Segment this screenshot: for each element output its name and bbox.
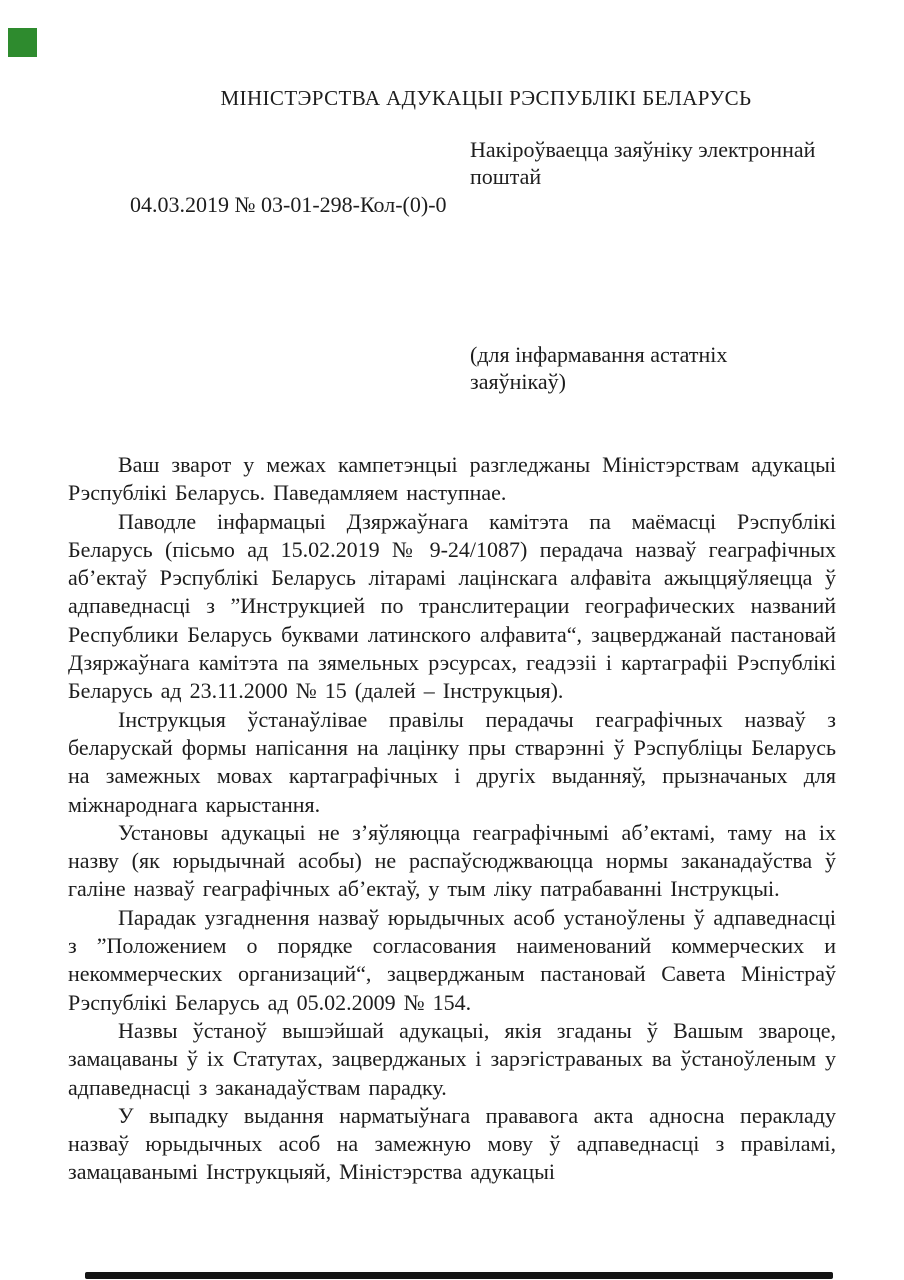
info-note-line1: (для інфармавання астатніх (470, 342, 728, 367)
corner-marker (8, 28, 37, 57)
body-paragraph-5: Парадак узгаднення назваў юрыдычных асоб устаноўлены ў адпаведнасці з ”Положением о порядке согласования наименований коммерческих и некоммерческих организаций“, зацверджаным пастановай Савета Міністраў Рэспублікі Беларусь ад 05.02.2009 № 154. (68, 904, 836, 1015)
delivery-note (470, 137, 860, 190)
delivery-note-line1: Накіроўваецца заяўніку электроннай (470, 137, 816, 162)
body-paragraph-1: Ваш зварот у межах кампетэнцыі разгледжаны Міністэрствам адукацыі Рэспублікі Беларусь. Паведамляем наступнае. (68, 452, 836, 506)
bottom-scan-bar (85, 1272, 833, 1279)
delivery-note-line2: поштай (470, 163, 542, 189)
info-note (470, 342, 790, 395)
body-paragraph-4: Установы адукацыі не з’яўляюцца геаграфічнымі аб’ектамі, таму на іх назву (як юрыдычнай асобы) не распаўсюджваюцца нормы заканадаўства ў галіне назваў геаграфічных аб’ектаў, у тым ліку патрабаванні Інструкцыі. (68, 819, 836, 902)
info-note-line2: заяўнікаў) (470, 368, 566, 394)
body-paragraph-7: У выпадку выдання нарматыўнага прававога акта адносна перакладу назваў юрыдычных асоб на замежную мову ў адпаведнасці з правіламі, замацаванымі Інструкцыяй, Міністэрства адукацыі (68, 1102, 836, 1185)
reference-number: 04.03.2019 № 03-01-298-Кол-(0)-0 (130, 192, 447, 217)
body-paragraph-6: Назвы ўстаноў вышэйшай адукацыі, якія згаданы ў Вашым звароце, замацаваны ў іх Статутах, зацверджаных і зарэгістраваных ва ўстаноўленым у адпаведнасці з заканадаўствам парадку. (68, 1017, 836, 1100)
body-paragraph-3: Інструкцыя ўстанаўлівае правілы перадачы геаграфічных назваў з беларускай формы напісання на лацінку пры стварэнні ў Рэспубліцы Беларусь на замежных мовах картаграфічных і другіх выданняў, прызначаных для міжнароднага карыстання. (68, 706, 836, 817)
ministry-title: МІНІСТЭРСТВА АДУКАЦЫІ РЭСПУБЛІКІ БЕЛАРУСЬ (220, 86, 752, 110)
letter-body (68, 451, 836, 1187)
body-paragraph-2: Паводле інфармацыі Дзяржаўнага камітэта па маёмасці Рэспублікі Беларусь (пісьмо ад 15.02.2019 № 9-24/1087) перадача назваў геаграфічных аб’ектаў Рэспублікі Беларусь літарамі лацінскага алфавіта ажыццяўляецца ў адпаведнасці з ”Инструкцией по транслитерации географических названий Республики Беларусь буквами латинского алфавита“, зацверджанай пастановай Дзяржаўнага камітэта па зямельных рэсурсах, геадэзіі і картаграфіі Рэспублікі Беларусь ад 23.11.2000 № 15 (далей – Інструкцыя). (68, 508, 836, 704)
